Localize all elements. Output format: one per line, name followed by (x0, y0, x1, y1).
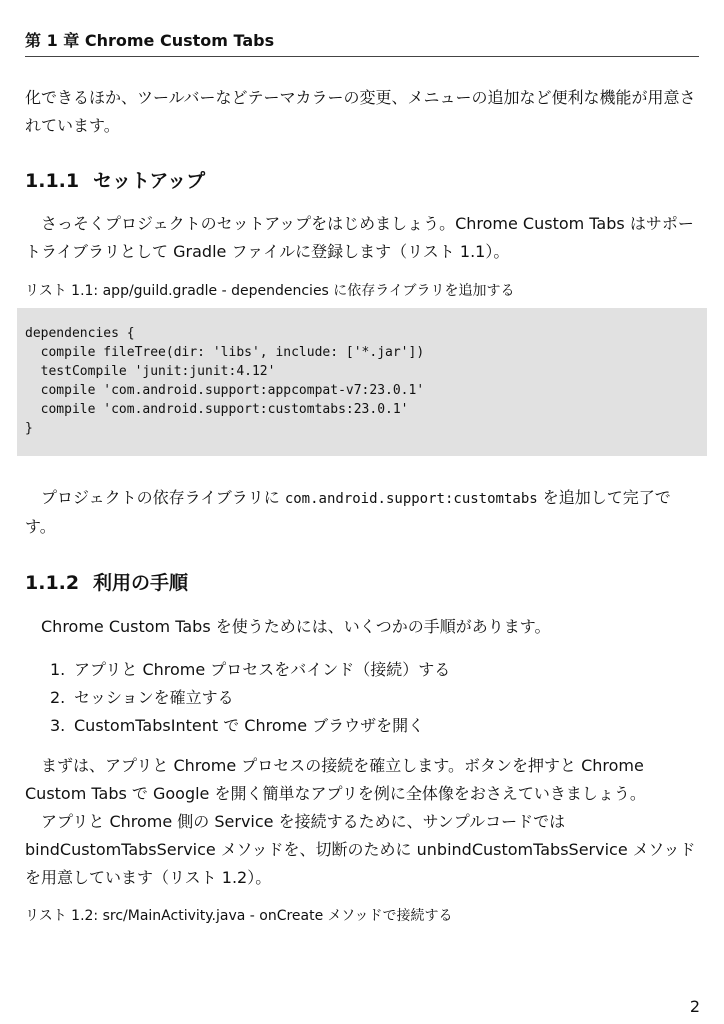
intro-continuation-paragraph: 化できるほか、ツールバーなどテーマカラーの変更、メニューの追加など便利な機能が用意されています。 (25, 88, 696, 135)
code-line: compile 'com.android.support:appcompat-v7:23.0.1' (25, 383, 425, 398)
usage-paragraph-2: アプリと Chrome 側の Service を接続するために、サンプルコードでは bindCustomTabsService メソッドを、切断のために unbindCustomTabsService メソッドを用意しています（リスト 1.2）。 (25, 812, 696, 887)
code-line: compile 'com.android.support:customtabs:23.0.1' (25, 402, 409, 417)
inline-code: com.android.support:customtabs (284, 491, 538, 507)
list-item-text: CustomTabsIntent で Chrome ブラウザを開く (74, 716, 425, 735)
setup-paragraph: さっそくプロジェクトのセットアップをはじめましょう。Chrome Custom Tabs はサポートライブラリとして Gradle ファイルに登録します（リスト 1.1）。 (25, 214, 694, 261)
listing-caption-1-2: リスト 1.2: src/MainActivity.java - onCreate メソッドで接続する (25, 908, 453, 924)
list-item-text: アプリと Chrome プロセスをバインド（接続）する (74, 660, 451, 679)
list-item-number: 1. (50, 660, 66, 679)
section-heading-setup (25, 168, 205, 194)
list-item-number: 2. (50, 688, 66, 707)
code-line: compile fileTree(dir: 'libs', include: ['*.jar']) (25, 345, 425, 360)
text-run: を追加して完了です。 (25, 488, 671, 536)
section-heading-usage (25, 570, 188, 596)
listing-caption-1-1: リスト 1.1: app/guild.gradle - dependencies に依存ライブラリを追加する (25, 283, 515, 299)
usage-paragraph-1: まずは、アプリと Chrome プロセスの接続を確立します。ボタンを押すと Chrome Custom Tabs で Google を開く簡単なアプリを例に全体像をおさえていきましょう。 (25, 756, 646, 803)
list-item (50, 656, 450, 684)
list-item-text: セッションを確立する (74, 688, 234, 707)
code-listing-1-1 (17, 308, 707, 456)
section-number: 1.1.2 (25, 572, 80, 594)
list-item-number: 3. (50, 716, 66, 735)
running-header: 第 1 章 Chrome Custom Tabs (25, 30, 699, 57)
section-title: セットアップ (93, 170, 206, 192)
page-number: 2 (689, 997, 700, 1016)
text-run: プロジェクトの依存ライブラリに (41, 488, 285, 507)
setup-conclusion-paragraph (25, 484, 701, 541)
section-number: 1.1.1 (25, 170, 80, 192)
list-item (50, 712, 450, 740)
code-line: dependencies { (25, 326, 135, 341)
code-line: testCompile 'junit:junit:4.12' (25, 364, 276, 379)
section-title: 利用の手順 (93, 572, 189, 594)
code-line: } (25, 421, 33, 436)
usage-intro-paragraph: Chrome Custom Tabs を使うためには、いくつかの手順があります。 (41, 617, 551, 636)
list-item (50, 684, 450, 712)
steps-list (50, 656, 450, 740)
